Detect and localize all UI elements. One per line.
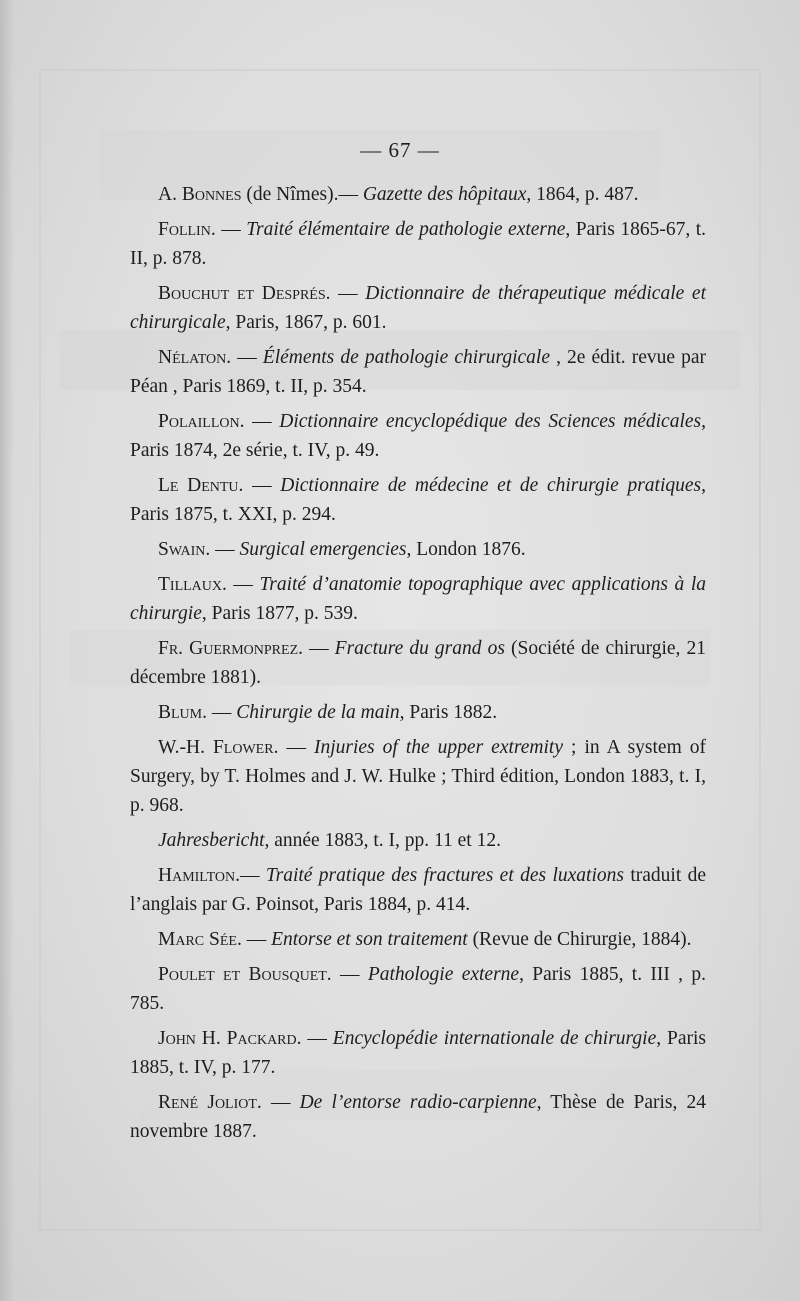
- bibliography-entry: [130, 698, 706, 727]
- entry-author: Polaillon.: [158, 411, 245, 432]
- entry-separator: —: [207, 702, 237, 723]
- entry-title: Dictionnaire encyclopédique des Sciences médicales: [279, 411, 702, 432]
- page-shadow: [0, 0, 14, 1301]
- entry-author: Bouchut et Després.: [158, 283, 331, 304]
- entry-author: A. Bonnes: [158, 184, 242, 205]
- entry-details: , Paris 1882.: [399, 702, 498, 723]
- bibliography-entry: [130, 826, 706, 855]
- bibliography-entry: [130, 634, 706, 692]
- entry-details: , Paris 1865-67, t. II, p. 878.: [130, 219, 706, 269]
- entry-title: Entorse et son traitement: [271, 929, 468, 950]
- bibliography-entry: [130, 343, 706, 401]
- entry-author: Poulet et Bousquet.: [158, 964, 332, 985]
- bibliography-entry: [130, 215, 706, 273]
- entry-separator: —: [241, 929, 272, 950]
- bibliography-entry: [130, 861, 706, 919]
- entry-details: , Paris 1875, t. XXI, p. 294.: [130, 475, 707, 525]
- entry-author: John H. Packard.: [158, 1028, 302, 1049]
- entry-details: ; in A system of Surgery, by T. Holmes and J. W. Hulke ; Third édition, London 1883, t. I, p. 968.: [130, 737, 707, 816]
- bibliography-entry: [130, 925, 706, 954]
- entry-separator: —: [226, 574, 260, 595]
- entry-title: Injuries of the upper extremity: [313, 737, 564, 758]
- entry-title: Dictionnaire de thérapeutique médicale et chirurgicale: [130, 283, 706, 333]
- bibliography-entry: [130, 471, 706, 529]
- entry-details: (Société de chirurgie, 21 décembre 1881).: [130, 638, 706, 688]
- entry-details: , Thèse de Paris, 24 novembre 1887.: [130, 1092, 707, 1142]
- entry-details: , Paris 1885, t. III , p. 785.: [130, 964, 706, 1014]
- bibliography-entry: [130, 407, 706, 465]
- entry-author: Nélaton.: [158, 347, 232, 368]
- bibliography-entry: [130, 180, 706, 209]
- bibliography-entry: [130, 279, 706, 337]
- entry-author: Follin.: [158, 219, 216, 240]
- entry-details: , Paris 1877, p. 539.: [201, 603, 358, 624]
- entry-author: Le Dentu.: [158, 475, 244, 496]
- entry-separator: —: [301, 1028, 333, 1049]
- bibliography-entry: [130, 1024, 706, 1082]
- entry-details: , année 1883, t. I, pp. 11 et 12.: [264, 830, 501, 851]
- entry-author: Swain.: [158, 539, 211, 560]
- entry-title: Traité élémentaire de pathologie externe: [246, 219, 566, 240]
- entry-separator: —: [331, 964, 368, 985]
- entry-author: Hamilton.: [158, 865, 240, 886]
- entry-title: Encyclopédie internationale de chirurgie: [332, 1028, 657, 1049]
- entry-separator: —: [239, 865, 266, 886]
- entry-title: De l’entorse radio-carpienne: [299, 1092, 537, 1113]
- entry-separator: —: [215, 219, 247, 240]
- bibliography-entry: [130, 733, 706, 820]
- entry-separator: —: [210, 539, 240, 560]
- entry-author: Blum.: [158, 702, 207, 723]
- bibliography-list: [130, 180, 706, 1152]
- entry-details: , London 1876.: [406, 539, 526, 560]
- entry-separator: —: [243, 475, 281, 496]
- entry-separator: —: [244, 411, 280, 432]
- entry-details: , 1864, p. 487.: [526, 184, 639, 205]
- entry-title: Pathologie externe: [367, 964, 520, 985]
- entry-title: Surgical emergencies: [239, 539, 407, 560]
- entry-separator: (de Nîmes).—: [241, 184, 363, 205]
- entry-separator: —: [330, 283, 366, 304]
- entry-author: W.-H. Flower.: [158, 737, 279, 758]
- entry-separator: —: [278, 737, 314, 758]
- entry-details: , 2e édit. revue par Péan , Paris 1869, t. II, p. 354.: [130, 347, 706, 397]
- bibliography-entry: [130, 960, 706, 1018]
- entry-author: Tillaux.: [158, 574, 227, 595]
- entry-separator: —: [303, 638, 335, 659]
- entry-separator: —: [231, 347, 263, 368]
- entry-details: , Paris, 1867, p. 601.: [225, 312, 387, 333]
- bibliography-entry: [130, 1088, 706, 1146]
- entry-title: Éléments de pathologie chirurgicale: [262, 347, 550, 368]
- entry-title: Gazette des hôpitaux: [362, 184, 527, 205]
- bibliography-entry: [130, 570, 706, 628]
- entry-details: (Revue de Chirurgie, 1884).: [467, 929, 692, 950]
- entry-author: Fr. Guermonprez.: [158, 638, 303, 659]
- entry-author: Marc Sée.: [158, 929, 242, 950]
- bibliography-entry: [130, 535, 706, 564]
- entry-separator: —: [261, 1092, 300, 1113]
- entry-title: Fracture du grand os: [334, 638, 505, 659]
- entry-title: Dictionnaire de médecine et de chirurgie pratiques: [280, 475, 702, 496]
- entry-author: René Joliot.: [158, 1092, 262, 1113]
- entry-title: Traité pratique des fractures et des luxations: [265, 865, 624, 886]
- entry-title: Chirurgie de la main: [236, 702, 400, 723]
- entry-details: , Paris 1885, t. IV, p. 177.: [130, 1028, 707, 1078]
- entry-title: Jahresbericht: [158, 830, 265, 851]
- entry-details: traduit de l’anglais par G. Poinsot, Paris 1884, p. 414.: [130, 865, 707, 915]
- page-number: — 67 —: [360, 138, 440, 162]
- entry-details: , Paris 1874, 2e série, t. IV, p. 49.: [130, 411, 706, 461]
- entry-title: Traité d’anatomie topographique avec applications à la chirurgie: [130, 574, 706, 624]
